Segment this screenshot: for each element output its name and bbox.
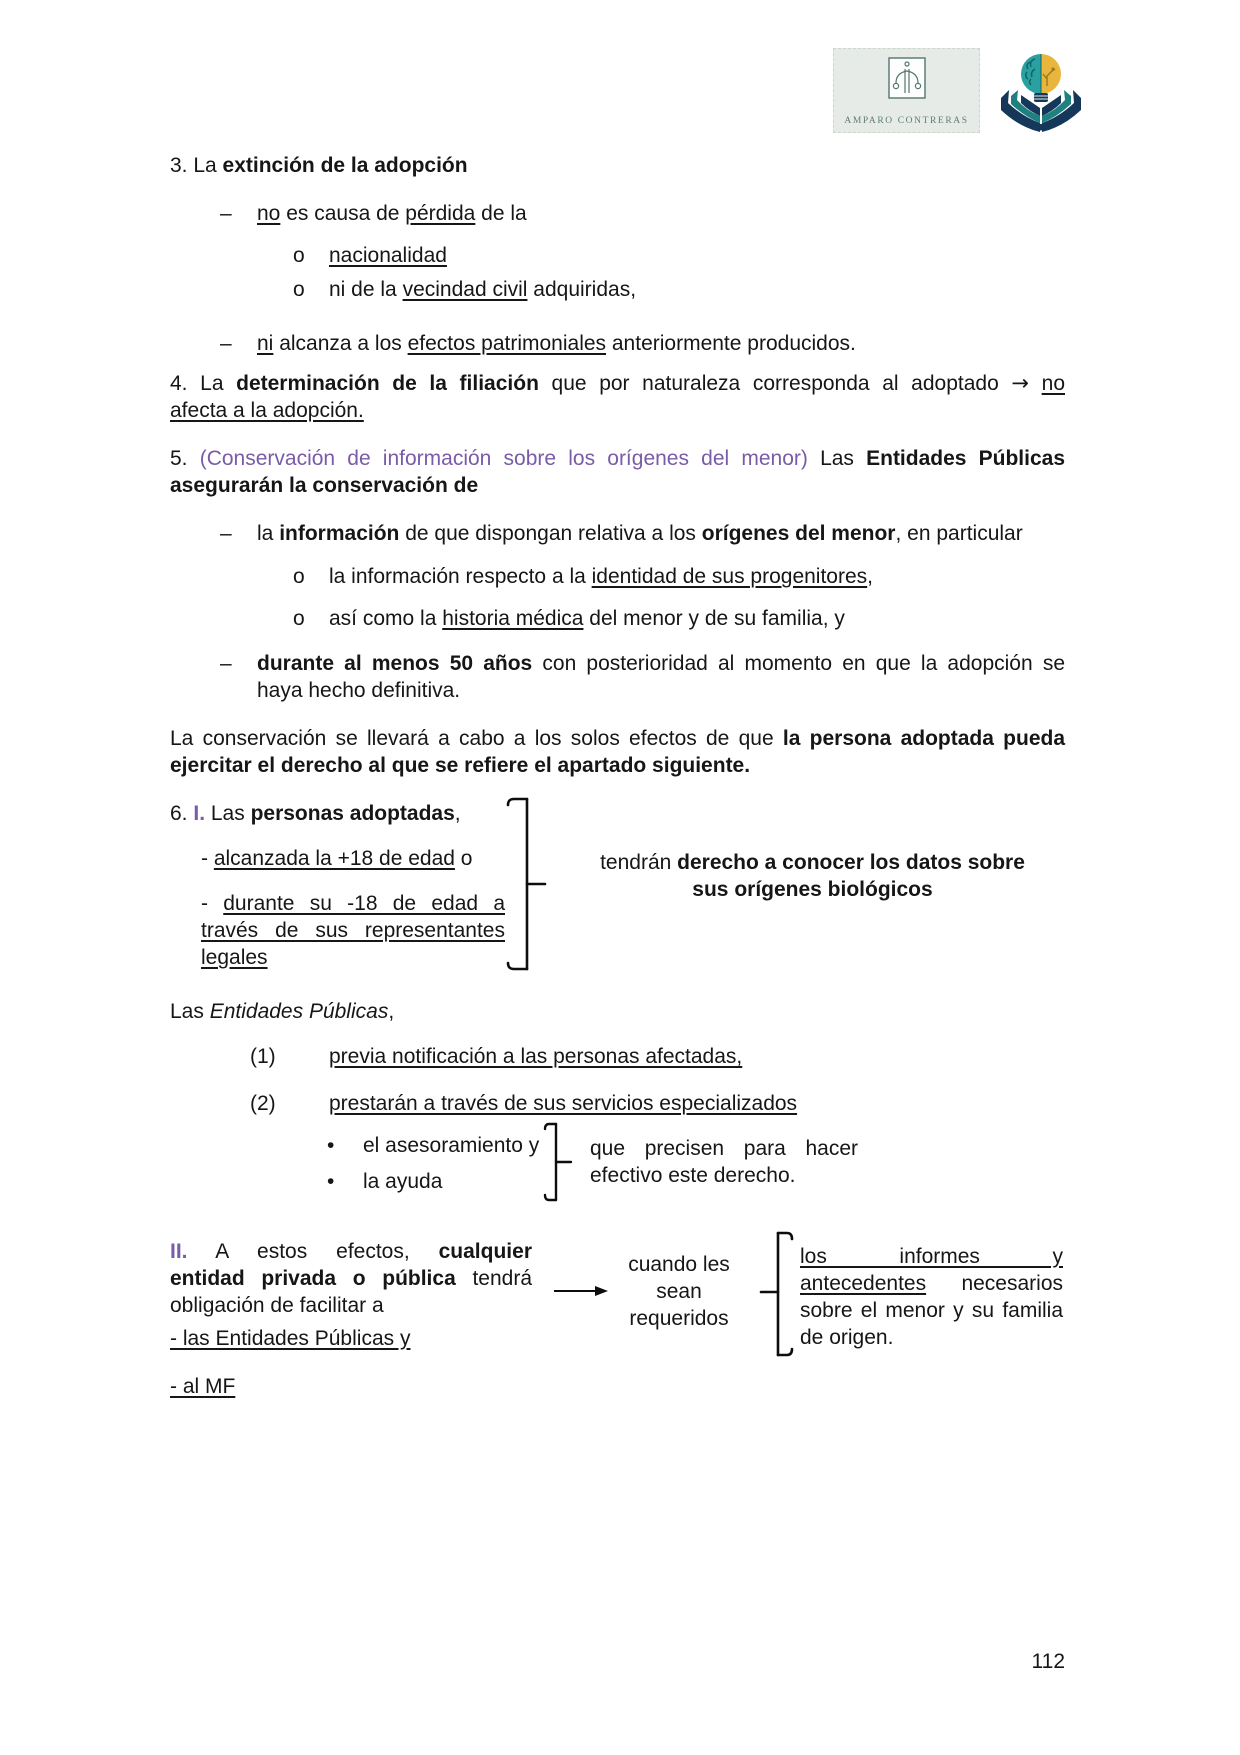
paragraph-4 bbox=[170, 370, 1065, 424]
dash-marker: – bbox=[220, 332, 232, 355]
paragraph-3-heading bbox=[170, 152, 468, 179]
text-fragment: la bbox=[257, 522, 280, 545]
text-fragment: Las bbox=[170, 1000, 210, 1023]
paragraph-II bbox=[170, 1238, 532, 1319]
paragraph-4-line1 bbox=[170, 370, 1065, 397]
right-note-6 bbox=[560, 849, 1065, 903]
right-note-informes-line3 bbox=[800, 1297, 1063, 1324]
arrow-right-glyph: → bbox=[1011, 371, 1030, 395]
list-item-line2 bbox=[257, 677, 1065, 704]
text-fragment: de origen. bbox=[800, 1326, 894, 1349]
paragraph-4-line2 bbox=[170, 397, 1065, 424]
text-fragment: que por naturaleza corresponda al adoptado bbox=[538, 372, 1012, 395]
text-fragment-underline: nacionalidad bbox=[329, 244, 447, 267]
text-fragment-bold: cualquier bbox=[438, 1240, 532, 1263]
bullet-marker: • bbox=[327, 1170, 335, 1193]
list-item bbox=[257, 200, 527, 227]
text-fragment-underline: - al MF bbox=[170, 1375, 236, 1398]
text-fragment: A estos efectos, bbox=[187, 1240, 439, 1263]
dash-item-mf bbox=[170, 1373, 235, 1400]
list-item-line1 bbox=[257, 650, 1065, 677]
text-fragment: la ayuda bbox=[363, 1170, 443, 1193]
text-fragment-bold: durante al menos 50 años bbox=[257, 652, 533, 675]
option-2-line2 bbox=[201, 917, 505, 944]
text-fragment-underline: prestarán a través de sus servicios especializados bbox=[329, 1092, 798, 1115]
paragraph-5-line2 bbox=[170, 472, 1065, 499]
text-fragment-bold: derecho a conocer los datos sobre bbox=[677, 851, 1025, 874]
text-fragment-bold: orígenes del menor bbox=[701, 522, 896, 545]
text-fragment-underline: identidad de sus progenitores bbox=[591, 565, 868, 588]
number-marker-1: (1) bbox=[250, 1045, 276, 1068]
grouping-bracket-right bbox=[503, 795, 549, 973]
option-2-line3 bbox=[201, 944, 505, 971]
text-fragment: Las bbox=[807, 447, 867, 470]
text-fragment: 4. La bbox=[170, 372, 237, 395]
text-fragment: el asesoramiento y bbox=[363, 1134, 540, 1157]
text-fragment-bold: Entidades Públicas bbox=[866, 447, 1066, 470]
text-fragment-underline: - las Entidades Públicas y bbox=[170, 1327, 411, 1350]
text-fragment: tendrá bbox=[455, 1267, 532, 1290]
grouping-bracket-left bbox=[758, 1230, 796, 1358]
text-fragment: , en particular bbox=[895, 522, 1023, 545]
paragraph-line2 bbox=[170, 752, 1065, 779]
paragraph-5 bbox=[170, 445, 1065, 499]
text-fragment-underline: legales bbox=[201, 946, 268, 969]
text-fragment: ni de la bbox=[329, 278, 403, 301]
text-fragment: necesarios bbox=[926, 1272, 1063, 1295]
text-fragment: tendrán bbox=[600, 851, 678, 874]
text-fragment: del menor y de su familia, y bbox=[583, 607, 845, 630]
text-fragment-bold: la persona adoptada pueda bbox=[782, 727, 1065, 750]
mid-note-cuando bbox=[613, 1251, 745, 1332]
right-note-informes-line2 bbox=[800, 1270, 1063, 1297]
number-marker-2: (2) bbox=[250, 1092, 276, 1115]
text-fragment-bold: información bbox=[279, 522, 400, 545]
text-fragment-underline: previa notificación a las personas afectadas, bbox=[329, 1045, 743, 1068]
text-fragment-underline: no bbox=[257, 202, 281, 225]
numbered-item-1 bbox=[329, 1043, 742, 1070]
text-fragment-underline: durante su -18 de edad a bbox=[223, 892, 506, 915]
text-fragment: sobre el menor y su familia bbox=[800, 1299, 1063, 1322]
right-note-services bbox=[590, 1135, 858, 1189]
list-item bbox=[257, 330, 856, 357]
option-2 bbox=[201, 890, 505, 971]
text-fragment-underline: antecedentes bbox=[800, 1272, 927, 1295]
mid-note-line2: sean bbox=[656, 1280, 702, 1303]
text-fragment: adquiridas, bbox=[527, 278, 637, 301]
text-fragment: que precisen para hacer bbox=[590, 1137, 858, 1160]
right-note-6-line1 bbox=[560, 849, 1065, 876]
option-2-line1 bbox=[201, 890, 505, 917]
text-fragment: así como la bbox=[329, 607, 443, 630]
text-fragment: - bbox=[201, 847, 214, 870]
circle-marker: o bbox=[293, 607, 305, 630]
circle-marker: o bbox=[293, 244, 305, 267]
dash-item-entidades bbox=[170, 1325, 410, 1352]
numbered-item-2 bbox=[329, 1090, 797, 1117]
amparo-logo-label: AMPARO CONTRERAS bbox=[844, 116, 969, 126]
text-fragment: La conservación se llevará a cabo a los solos efectos de que bbox=[170, 727, 783, 750]
dash-marker: – bbox=[220, 652, 232, 675]
text-fragment: 5. bbox=[170, 447, 200, 470]
text-fragment-purple: (Conservación de información sobre los orígenes del menor) bbox=[199, 447, 808, 470]
text-fragment-underline: través de sus representantes bbox=[201, 919, 505, 942]
paragraph-line1 bbox=[170, 725, 1065, 752]
text-fragment: la información respecto a la bbox=[329, 565, 592, 588]
right-note-services-line1 bbox=[590, 1135, 858, 1162]
text-fragment bbox=[1029, 372, 1042, 395]
bullet-item-2 bbox=[363, 1168, 442, 1195]
text-fragment-bold: extinción de la adopción bbox=[222, 154, 468, 177]
text-fragment: haya hecho definitiva. bbox=[257, 679, 461, 702]
justice-column-icon bbox=[887, 56, 927, 104]
text-fragment-underline: ni bbox=[257, 332, 274, 355]
text-fragment-bold: asegurarán la conservación de bbox=[170, 474, 479, 497]
roman-numeral-I: I. bbox=[193, 802, 206, 825]
list-subitem bbox=[329, 563, 873, 590]
paragraph-II-line2 bbox=[170, 1265, 532, 1292]
bullet-marker: • bbox=[327, 1134, 335, 1157]
text-fragment-underline: los informes y bbox=[800, 1245, 1063, 1268]
text-fragment-bold: entidad privada o pública bbox=[170, 1267, 456, 1290]
paragraph-II-line3 bbox=[170, 1292, 532, 1319]
text-fragment: , bbox=[388, 1000, 395, 1023]
text-fragment-underline: afecta a la adopción. bbox=[170, 399, 364, 422]
text-fragment: de la bbox=[475, 202, 527, 225]
text-fragment: con posterioridad al momento en que la adopción se bbox=[532, 652, 1065, 675]
brain-bulb-book-icon bbox=[993, 46, 1089, 136]
text-fragment: de que dispongan relativa a los bbox=[399, 522, 702, 545]
amparo-contreras-logo bbox=[833, 48, 980, 133]
text-fragment: 6. bbox=[170, 802, 194, 825]
list-item bbox=[257, 520, 1023, 547]
right-note-informes-line4 bbox=[800, 1324, 1063, 1351]
mid-note-line3: requeridos bbox=[629, 1307, 729, 1330]
text-fragment: obligación de facilitar a bbox=[170, 1294, 384, 1317]
text-fragment-underline: historia médica bbox=[442, 607, 584, 630]
page-number: 112 bbox=[1031, 1650, 1065, 1673]
text-fragment: alcanza a los bbox=[273, 332, 408, 355]
circle-marker: o bbox=[293, 278, 305, 301]
text-fragment: 3. La bbox=[170, 154, 223, 177]
text-fragment: , bbox=[454, 802, 461, 825]
mid-note-line1: cuando les bbox=[628, 1253, 730, 1276]
list-subitem bbox=[329, 605, 845, 632]
right-note-informes bbox=[800, 1243, 1063, 1351]
circle-marker: o bbox=[293, 565, 305, 588]
text-fragment-bold: sus orígenes biológicos bbox=[692, 878, 933, 901]
brain-book-logo bbox=[993, 46, 1089, 136]
text-fragment-underline: alcanzada la +18 de edad bbox=[213, 847, 455, 870]
text-fragment: Las bbox=[205, 802, 251, 825]
dash-marker: – bbox=[220, 202, 232, 225]
text-fragment-underline: pérdida bbox=[405, 202, 476, 225]
paragraph-6-heading bbox=[170, 800, 461, 827]
list-subitem bbox=[329, 276, 636, 303]
text-fragment-bold: ejercitar el derecho al que se refiere el apartado siguiente. bbox=[170, 754, 751, 777]
text-fragment-underline: vecindad civil bbox=[402, 278, 528, 301]
grouping-bracket-right-small bbox=[543, 1121, 575, 1203]
arrow-right-icon bbox=[553, 1284, 609, 1298]
text-fragment: o bbox=[454, 847, 473, 870]
text-fragment: , bbox=[867, 565, 874, 588]
text-fragment-bold: personas adoptadas bbox=[250, 802, 455, 825]
right-note-services-line2 bbox=[590, 1162, 858, 1189]
text-fragment: - bbox=[201, 892, 224, 915]
text-fragment-underline: no bbox=[1041, 372, 1065, 395]
roman-numeral-II: II. bbox=[170, 1240, 188, 1263]
bullet-item-1 bbox=[363, 1132, 539, 1159]
right-note-6-line2 bbox=[560, 876, 1065, 903]
option-1 bbox=[201, 845, 472, 872]
list-item bbox=[257, 650, 1065, 704]
text-fragment-underline: efectos patrimoniales bbox=[407, 332, 607, 355]
paragraph-conservacion bbox=[170, 725, 1065, 779]
text-fragment: es causa de bbox=[280, 202, 406, 225]
text-fragment-italic: Entidades Públicas bbox=[209, 1000, 389, 1023]
text-fragment: efectivo este derecho. bbox=[590, 1164, 796, 1187]
paragraph-II-line1 bbox=[170, 1238, 532, 1265]
text-fragment-bold: determinación de la filiación bbox=[236, 372, 539, 395]
dash-marker: – bbox=[220, 522, 232, 545]
paragraph-entidades bbox=[170, 998, 394, 1025]
list-subitem bbox=[329, 242, 447, 269]
text-fragment: anteriormente producidos. bbox=[606, 332, 856, 355]
paragraph-5-line1 bbox=[170, 445, 1065, 472]
right-note-informes-line1 bbox=[800, 1243, 1063, 1270]
